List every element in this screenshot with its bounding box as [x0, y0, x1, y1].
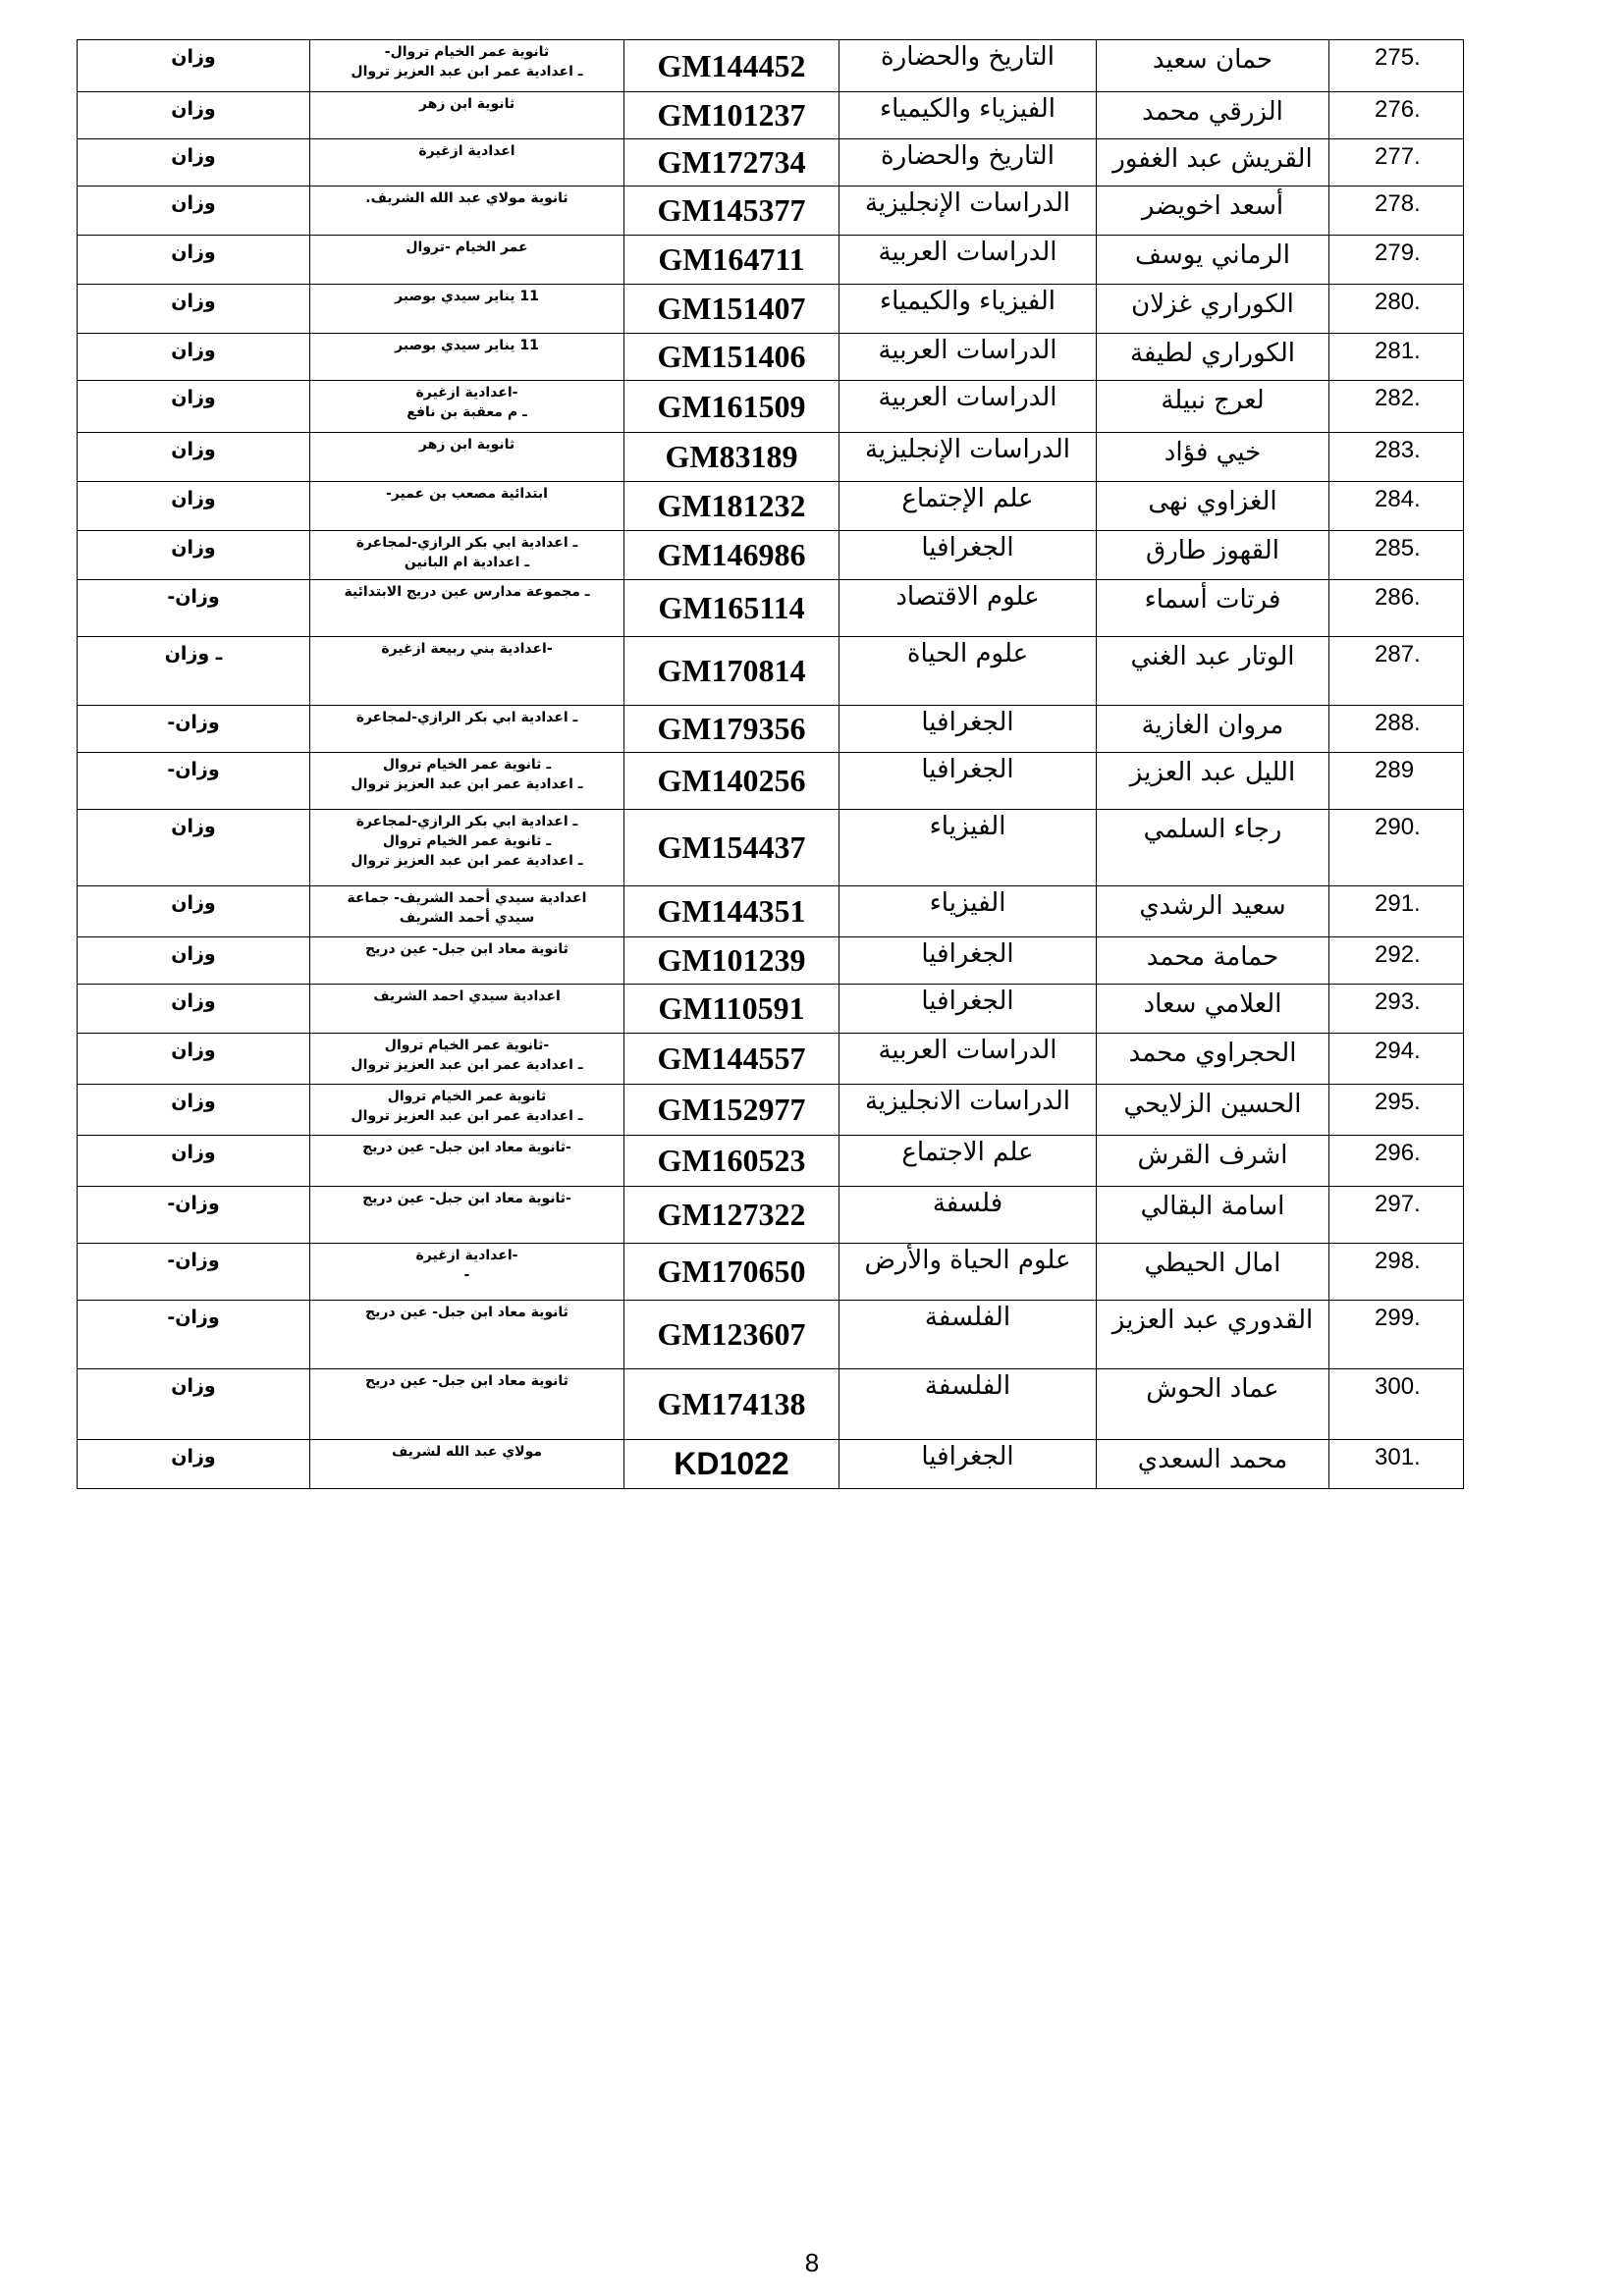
school-line: ثانوية عمر الخيام تروال-: [384, 44, 550, 60]
subject-cell: الفلسفة: [839, 1301, 1097, 1369]
subject-cell: الفلسفة: [839, 1369, 1097, 1440]
subject-cell: الفيزياء: [839, 810, 1097, 886]
name-cell: القدوري عبد العزيز: [1097, 1301, 1329, 1369]
subject-cell: الفيزياء والكيمياء: [839, 92, 1097, 139]
school-cell: [310, 1034, 624, 1085]
subject-cell: علم الإجتماع: [839, 482, 1097, 531]
name-cell: الحسين الزلايحي: [1097, 1085, 1329, 1136]
school-cell: [310, 236, 624, 285]
school-cell: [310, 1369, 624, 1440]
school-line: ثانوية ابن زهر: [418, 96, 515, 112]
name-cell: عماد الحوش: [1097, 1369, 1329, 1440]
table-row: [78, 580, 1464, 637]
name-cell: محمد السعدي: [1097, 1440, 1329, 1489]
table-row: [78, 1369, 1464, 1440]
city-cell: وزان: [78, 1085, 310, 1136]
table-row: [78, 285, 1464, 334]
table-row: [78, 482, 1464, 531]
row-number-cell: 287.: [1329, 637, 1464, 706]
school-cell: [310, 139, 624, 187]
row-number-cell: 296.: [1329, 1136, 1464, 1187]
row-number-cell: 281.: [1329, 334, 1464, 381]
row-number-cell: 282.: [1329, 381, 1464, 433]
name-cell: الزرقي محمد: [1097, 92, 1329, 139]
school-line: ـ اعدادية عمر ابن عبد العزيز تروال: [351, 1057, 583, 1073]
name-cell: الليل عبد العزيز: [1097, 753, 1329, 810]
row-number-cell: 284.: [1329, 482, 1464, 531]
school-line: ثانوية معاد ابن جبل- عين دريج: [365, 941, 568, 957]
page-number: 8: [804, 2248, 820, 2277]
code-cell: GM123607: [624, 1301, 839, 1369]
school-line: ـ ثانوية عمر الخيام تروال: [382, 757, 552, 773]
school-cell: [310, 985, 624, 1034]
name-cell: الوتار عبد الغني: [1097, 637, 1329, 706]
city-cell: وزان: [78, 1369, 310, 1440]
table-row: [78, 1085, 1464, 1136]
school-cell: [310, 92, 624, 139]
school-cell: [310, 1440, 624, 1489]
city-cell: وزان: [78, 334, 310, 381]
code-cell: GM154437: [624, 810, 839, 886]
school-cell: [310, 1301, 624, 1369]
school-line: ـ اعدادية عمر ابن عبد العزيز تروال: [351, 776, 583, 792]
school-line: ابتدائية مصعب بن عمير-: [386, 486, 548, 502]
name-cell: مروان الغازية: [1097, 706, 1329, 753]
row-number-cell: 291.: [1329, 886, 1464, 937]
code-cell: GM160523: [624, 1136, 839, 1187]
name-cell: اسامة البقالي: [1097, 1187, 1329, 1244]
school-cell: [310, 580, 624, 637]
row-number-cell: 299.: [1329, 1301, 1464, 1369]
city-cell: وزان: [78, 1440, 310, 1489]
school-cell: [310, 1136, 624, 1187]
table-row: [78, 433, 1464, 482]
school-line: ثانوية عمر الخيام تروال: [387, 1089, 547, 1104]
row-number-cell: 277.: [1329, 139, 1464, 187]
city-cell: وزان: [78, 285, 310, 334]
table-row: [78, 753, 1464, 810]
code-cell: GM151407: [624, 285, 839, 334]
city-cell: وزان-: [78, 753, 310, 810]
code-cell: GM172734: [624, 139, 839, 187]
school-line: ـ اعدادية ابي بكر الرازي-لمجاعرة: [355, 814, 578, 829]
school-cell: [310, 886, 624, 937]
school-line: -ثانوية معاد ابن جبل- عين دريج: [362, 1191, 571, 1206]
table-row: [78, 706, 1464, 753]
table-row: [78, 1187, 1464, 1244]
subject-cell: الجغرافيا: [839, 706, 1097, 753]
school-line: ـ اعدادية ابي بكر الرازي-لمجاعرة: [355, 535, 578, 551]
code-cell: GM174138: [624, 1369, 839, 1440]
row-number-cell: 298.: [1329, 1244, 1464, 1301]
subject-cell: الجغرافيا: [839, 985, 1097, 1034]
code-cell: GM101239: [624, 937, 839, 985]
code-cell: GM140256: [624, 753, 839, 810]
school-cell: [310, 937, 624, 985]
name-cell: سعيد الرشدي: [1097, 886, 1329, 937]
code-cell: KD1022: [624, 1440, 839, 1489]
code-cell: GM144557: [624, 1034, 839, 1085]
city-cell: وزان: [78, 40, 310, 92]
subject-cell: الدراسات الإنجليزية: [839, 433, 1097, 482]
name-cell: الحجراوي محمد: [1097, 1034, 1329, 1085]
school-cell: [310, 1244, 624, 1301]
table-row: [78, 637, 1464, 706]
school-line: سيدي أحمد الشريف: [399, 910, 535, 926]
row-number-cell: 289: [1329, 753, 1464, 810]
city-cell: وزان: [78, 1136, 310, 1187]
school-line: عمر الخيام -تروال: [406, 240, 528, 255]
subject-cell: علوم الحياة: [839, 637, 1097, 706]
table-row: [78, 1440, 1464, 1489]
name-cell: حمان سعيد: [1097, 40, 1329, 92]
city-cell: وزان: [78, 236, 310, 285]
school-cell: [310, 706, 624, 753]
table-row: [78, 1301, 1464, 1369]
row-number-cell: 293.: [1329, 985, 1464, 1034]
table-row: [78, 1136, 1464, 1187]
school-line: -اعدادية بني ربيعة ازغيرة: [381, 641, 553, 657]
subject-cell: التاريخ والحضارة: [839, 40, 1097, 92]
city-cell: وزان: [78, 531, 310, 580]
row-number-cell: 283.: [1329, 433, 1464, 482]
code-cell: GM151406: [624, 334, 839, 381]
row-number-cell: 300.: [1329, 1369, 1464, 1440]
table-body: [78, 40, 1464, 1489]
name-cell: الكوراري لطيفة: [1097, 334, 1329, 381]
name-cell: رجاء السلمي: [1097, 810, 1329, 886]
city-cell: وزان: [78, 433, 310, 482]
school-line: مولاي عبد الله لشريف: [391, 1444, 543, 1460]
row-number-cell: 292.: [1329, 937, 1464, 985]
city-cell: وزان: [78, 810, 310, 886]
school-line: -اعدادية ازغيرة: [415, 385, 518, 400]
table-row: [78, 531, 1464, 580]
code-cell: GM110591: [624, 985, 839, 1034]
school-line: ثانوية ابن زهر: [418, 437, 515, 453]
school-line: ـ مجموعة مدارس عين دريج الابتدائية: [344, 584, 590, 600]
school-line: ـ اعدادية عمر ابن عبد العزيز تروال: [351, 853, 583, 869]
code-cell: GM152977: [624, 1085, 839, 1136]
school-line: ثانوية معاد ابن جبل- عين دريج: [365, 1305, 568, 1320]
row-number-cell: 280.: [1329, 285, 1464, 334]
subject-cell: الدراسات العربية: [839, 1034, 1097, 1085]
school-cell: [310, 753, 624, 810]
code-cell: GM165114: [624, 580, 839, 637]
code-cell: GM181232: [624, 482, 839, 531]
city-cell: وزان: [78, 482, 310, 531]
school-line: ـ ثانوية عمر الخيام تروال: [382, 833, 552, 849]
name-cell: الرماني يوسف: [1097, 236, 1329, 285]
school-line: -: [463, 1267, 470, 1283]
code-cell: GM101237: [624, 92, 839, 139]
subject-cell: الدراسات العربية: [839, 236, 1097, 285]
subject-cell: الدراسات الانجليزية: [839, 1085, 1097, 1136]
table-row: [78, 334, 1464, 381]
city-cell: وزان-: [78, 1187, 310, 1244]
table-row: [78, 985, 1464, 1034]
school-cell: [310, 187, 624, 236]
subject-cell: الدراسات الإنجليزية: [839, 187, 1097, 236]
table-row: [78, 92, 1464, 139]
code-cell: GM127322: [624, 1187, 839, 1244]
name-cell: العلامي سعاد: [1097, 985, 1329, 1034]
row-number-cell: 301.: [1329, 1440, 1464, 1489]
row-number-cell: 286.: [1329, 580, 1464, 637]
row-number-cell: 276.: [1329, 92, 1464, 139]
table-row: [78, 810, 1464, 886]
row-number-cell: 278.: [1329, 187, 1464, 236]
row-number-cell: 297.: [1329, 1187, 1464, 1244]
table-row: [78, 937, 1464, 985]
school-line: -ثانوية عمر الخيام تروال: [384, 1038, 550, 1053]
subject-cell: الدراسات العربية: [839, 334, 1097, 381]
school-line: -اعدادية ازغيرة: [415, 1248, 518, 1263]
code-cell: GM83189: [624, 433, 839, 482]
school-cell: [310, 637, 624, 706]
subject-cell: علم الاجتماع: [839, 1136, 1097, 1187]
school-cell: [310, 381, 624, 433]
city-cell: وزان: [78, 187, 310, 236]
subject-cell: فلسفة: [839, 1187, 1097, 1244]
school-cell: [310, 433, 624, 482]
school-line: 11 يناير سيدي بوصبر: [395, 289, 539, 304]
school-line: 11 يناير سيدي بوصبر: [395, 338, 539, 353]
city-cell: وزان-: [78, 1301, 310, 1369]
table-row: [78, 886, 1464, 937]
school-line: ـ اعدادية ام البانين: [404, 555, 530, 570]
table-row: [78, 1034, 1464, 1085]
table-row: [78, 139, 1464, 187]
table-row: [78, 236, 1464, 285]
table-row: [78, 381, 1464, 433]
city-cell: وزان: [78, 92, 310, 139]
name-cell: فرتات أسماء: [1097, 580, 1329, 637]
subject-cell: الجغرافيا: [839, 937, 1097, 985]
name-cell: اشرف القرش: [1097, 1136, 1329, 1187]
school-cell: [310, 40, 624, 92]
row-number-cell: 295.: [1329, 1085, 1464, 1136]
city-cell: وزان: [78, 381, 310, 433]
city-cell: وزان-: [78, 1244, 310, 1301]
school-line: ـ م معقبة بن نافع: [406, 404, 527, 420]
city-cell: وزان-: [78, 580, 310, 637]
row-number-cell: 279.: [1329, 236, 1464, 285]
city-cell: وزان: [78, 139, 310, 187]
school-line: -ثانوية معاد ابن جبل- عين دريج: [362, 1140, 571, 1155]
name-cell: أسعد اخويضر: [1097, 187, 1329, 236]
school-line: ـ اعدادية عمر ابن عبد العزيز تروال: [351, 64, 583, 80]
table-row: [78, 40, 1464, 92]
subject-cell: الجغرافيا: [839, 1440, 1097, 1489]
document-sheet: [77, 39, 1463, 1489]
school-cell: [310, 1085, 624, 1136]
subject-cell: الجغرافيا: [839, 531, 1097, 580]
code-cell: GM145377: [624, 187, 839, 236]
name-cell: الغزاوي نهى: [1097, 482, 1329, 531]
name-cell: الكوراري غزلان: [1097, 285, 1329, 334]
subject-cell: الجغرافيا: [839, 753, 1097, 810]
city-cell: وزان: [78, 1034, 310, 1085]
table-row: [78, 1244, 1464, 1301]
name-cell: القريش عبد الغفور: [1097, 139, 1329, 187]
subject-cell: الدراسات العربية: [839, 381, 1097, 433]
subject-cell: علوم الاقتصاد: [839, 580, 1097, 637]
city-cell: ـ وزان: [78, 637, 310, 706]
school-line: ثانوية معاد ابن جبل- عين دريج: [365, 1373, 568, 1389]
subject-cell: الفيزياء: [839, 886, 1097, 937]
school-cell: [310, 285, 624, 334]
school-cell: [310, 531, 624, 580]
school-cell: [310, 482, 624, 531]
code-cell: GM144452: [624, 40, 839, 92]
school-line: ـ اعدادية ابي بكر الرازي-لمجاعرة: [355, 710, 578, 725]
name-cell: حمامة محمد: [1097, 937, 1329, 985]
code-cell: GM144351: [624, 886, 839, 937]
row-number-cell: 285.: [1329, 531, 1464, 580]
row-number-cell: 275.: [1329, 40, 1464, 92]
subject-cell: التاريخ والحضارة: [839, 139, 1097, 187]
name-cell: القهوز طارق: [1097, 531, 1329, 580]
city-cell: وزان-: [78, 706, 310, 753]
subject-cell: علوم الحياة والأرض: [839, 1244, 1097, 1301]
code-cell: GM170650: [624, 1244, 839, 1301]
subject-cell: الفيزياء والكيمياء: [839, 285, 1097, 334]
city-cell: وزان: [78, 886, 310, 937]
school-line: اعدادية سيدي أحمد الشريف- جماعة: [347, 890, 587, 906]
city-cell: وزان: [78, 937, 310, 985]
row-number-cell: 294.: [1329, 1034, 1464, 1085]
code-cell: GM164711: [624, 236, 839, 285]
row-number-cell: 290.: [1329, 810, 1464, 886]
name-cell: لعرج نبيلة: [1097, 381, 1329, 433]
code-cell: GM161509: [624, 381, 839, 433]
school-cell: [310, 810, 624, 886]
name-cell: خيي فؤاد: [1097, 433, 1329, 482]
school-cell: [310, 1187, 624, 1244]
table-row: [78, 187, 1464, 236]
teachers-table: [77, 39, 1464, 1489]
code-cell: GM170814: [624, 637, 839, 706]
school-line: اعدادية سيدي احمد الشريف: [373, 988, 561, 1004]
city-cell: وزان: [78, 985, 310, 1034]
name-cell: امال الحيطي: [1097, 1244, 1329, 1301]
school-cell: [310, 334, 624, 381]
code-cell: GM179356: [624, 706, 839, 753]
code-cell: GM146986: [624, 531, 839, 580]
row-number-cell: 288.: [1329, 706, 1464, 753]
school-line: ـ اعدادية عمر ابن عبد العزيز تروال: [351, 1108, 583, 1124]
school-line: ثانوية مولاي عبد الله الشريف.: [365, 190, 568, 206]
school-line: اعدادية ازغيرة: [418, 143, 515, 159]
